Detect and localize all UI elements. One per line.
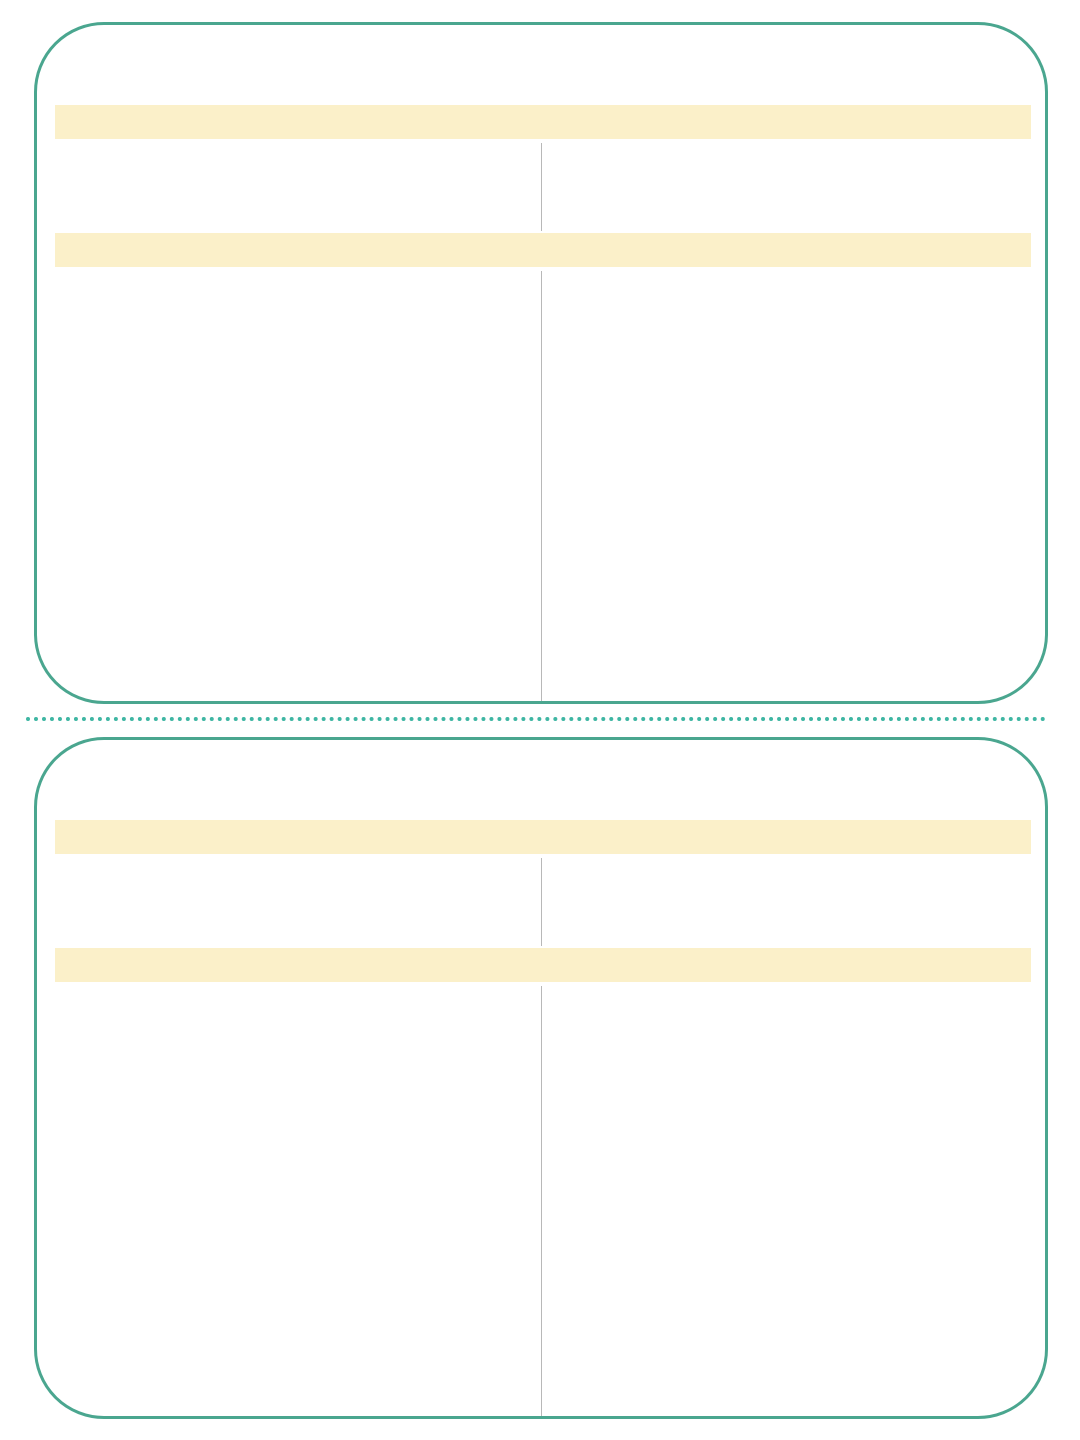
word-cell xyxy=(769,152,773,186)
vocab-row xyxy=(37,198,1045,232)
vocab-row xyxy=(37,534,1045,568)
unit-2-header xyxy=(55,105,1031,139)
column-divider xyxy=(541,986,542,1419)
word-cell xyxy=(769,277,773,311)
word-cell xyxy=(769,619,773,653)
word-cell xyxy=(769,363,773,397)
unit-2-header xyxy=(55,820,1031,854)
vocab-row xyxy=(37,405,1045,439)
word-cell xyxy=(769,534,773,568)
vocab-row xyxy=(37,662,1045,696)
vocab-row xyxy=(37,320,1045,354)
vocab-row xyxy=(37,576,1045,610)
vocab-row xyxy=(37,277,1045,311)
card-title xyxy=(37,43,1045,89)
vocab-row xyxy=(37,152,1045,186)
vocab-row xyxy=(37,363,1045,397)
word-cell xyxy=(769,405,773,439)
vocab-row xyxy=(37,491,1045,525)
vocab-row xyxy=(37,619,1045,653)
unit-3-header xyxy=(55,233,1031,267)
word-cell xyxy=(769,662,773,696)
unit-3-header xyxy=(55,948,1031,982)
evening-dictation-card xyxy=(34,737,1048,1419)
morning-reading-card xyxy=(34,22,1048,704)
word-cell xyxy=(769,320,773,354)
word-cell xyxy=(769,448,773,482)
word-cell xyxy=(769,576,773,610)
column-divider xyxy=(541,858,542,946)
word-cell xyxy=(769,491,773,525)
vocab-row xyxy=(37,448,1045,482)
word-cell xyxy=(769,198,773,232)
card-title xyxy=(37,758,1045,804)
dotted-separator xyxy=(26,717,1046,721)
